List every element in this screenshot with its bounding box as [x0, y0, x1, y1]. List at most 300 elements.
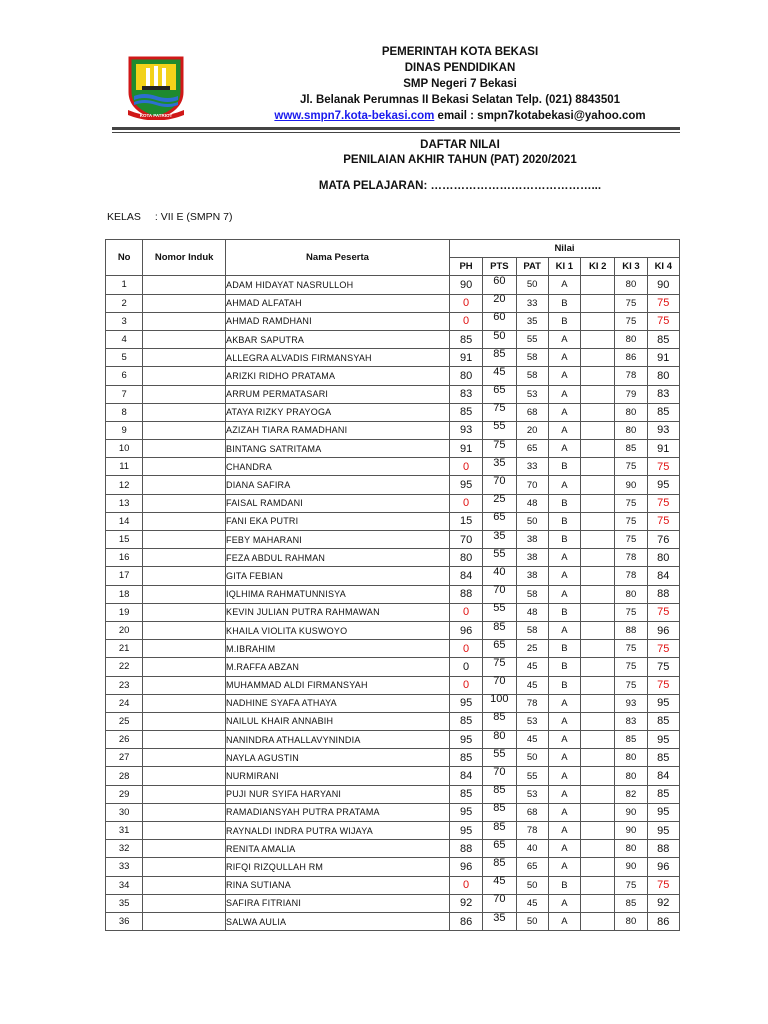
row-ph-score-value: 0 — [463, 660, 470, 673]
table-row — [106, 731, 680, 749]
row-pat-score — [516, 440, 548, 458]
row-nomor-induk — [143, 658, 226, 676]
row-pts-score — [483, 476, 516, 494]
row-pat-score — [516, 385, 548, 403]
row-ki1-grade-value: A — [561, 843, 568, 855]
row-ki4-score-value: 92 — [657, 897, 670, 910]
table-row — [106, 803, 680, 821]
row-number-value: 9 — [121, 424, 127, 436]
row-number-value: 27 — [118, 752, 130, 764]
row-ki1-grade-value: A — [561, 788, 568, 800]
row-ki1-grade-value: B — [561, 879, 568, 891]
row-student-name — [226, 640, 450, 658]
header-address: Jl. Belanak Perumnas II Bekasi Selatan Telp. (021) 8843501 — [299, 94, 621, 106]
row-ph-score-value: 85 — [459, 333, 473, 346]
subject-line: MATA PELAJARAN: ……………………………………... — [318, 180, 602, 192]
row-pat-score — [516, 349, 548, 367]
row-ph-score — [449, 803, 482, 821]
row-pts-score-value: 55 — [493, 420, 506, 433]
row-student-name-value: ARRUM PERMATASARI — [226, 389, 329, 400]
row-student-name-value: AHMAD ALFATAH — [226, 298, 302, 309]
row-pts-score — [483, 640, 516, 658]
row-pat-score — [516, 531, 548, 549]
row-ki3-score — [615, 458, 647, 476]
row-ki4-score-value: 75 — [657, 515, 670, 528]
row-ki1-grade-value: B — [561, 297, 568, 309]
row-student-name — [226, 694, 450, 712]
row-pts-score-value: 85 — [493, 711, 506, 724]
row-student-name-value: CHANDRA — [226, 461, 272, 472]
table-row — [106, 694, 680, 712]
row-ki4-score-value: 96 — [657, 624, 670, 637]
header-ki2: KI 2 — [581, 258, 615, 276]
row-pts-score-value: 75 — [493, 402, 506, 415]
header-no: No — [106, 240, 143, 276]
row-pat-score-value: 33 — [526, 297, 538, 309]
row-nomor-induk — [143, 858, 226, 876]
row-ki3-score-value: 90 — [625, 825, 637, 837]
row-ph-score-value: 88 — [459, 588, 473, 601]
row-ki1-grade — [548, 403, 580, 421]
row-number — [106, 567, 143, 585]
row-pat-score — [516, 749, 548, 767]
row-pat-score-value: 78 — [526, 825, 538, 837]
row-number-value: 1 — [121, 279, 127, 291]
row-ki3-score — [615, 803, 647, 821]
row-pts-score-value: 40 — [493, 565, 506, 578]
row-ph-score — [449, 858, 482, 876]
row-ki4-score — [647, 749, 679, 767]
row-ki1-grade-value: B — [561, 679, 568, 691]
row-ki4-score-value: 85 — [657, 406, 670, 419]
row-ki1-grade-value: A — [561, 570, 568, 582]
row-ki2-grade — [581, 276, 615, 294]
row-ph-score — [449, 658, 482, 676]
row-ki2-grade — [581, 512, 615, 530]
row-ph-score-value: 93 — [459, 424, 473, 437]
row-student-name — [226, 330, 450, 348]
row-ki4-score-value: 96 — [657, 860, 670, 873]
row-number-value: 2 — [121, 297, 127, 309]
row-ki1-grade-value: B — [561, 515, 568, 527]
row-ki2-grade — [581, 767, 615, 785]
row-pat-score — [516, 785, 548, 803]
row-pat-score-value: 50 — [526, 752, 538, 764]
row-ph-score-value: 96 — [459, 624, 473, 637]
row-nomor-induk — [143, 367, 226, 385]
row-number — [106, 531, 143, 549]
row-ph-score-value: 91 — [459, 351, 473, 364]
row-ki4-score — [647, 803, 679, 821]
row-ki3-score — [615, 512, 647, 530]
class-line — [107, 211, 232, 223]
row-number-value: 5 — [121, 352, 127, 364]
row-nomor-induk — [143, 567, 226, 585]
row-number-value: 16 — [118, 552, 130, 564]
row-ki3-score-value: 75 — [625, 515, 637, 527]
row-pat-score-value: 78 — [526, 697, 538, 709]
row-number-value: 23 — [118, 679, 130, 691]
row-pts-score — [483, 803, 516, 821]
row-ki3-score-value: 80 — [625, 843, 637, 855]
row-ki2-grade — [581, 367, 615, 385]
row-nomor-induk — [143, 621, 226, 639]
row-student-name — [226, 876, 450, 894]
row-pat-score — [516, 276, 548, 294]
row-pts-score — [483, 512, 516, 530]
row-nomor-induk — [143, 876, 226, 894]
row-number — [106, 312, 143, 330]
row-student-name — [226, 312, 450, 330]
row-ki4-score-value: 83 — [657, 388, 670, 401]
row-ki1-grade-value: A — [561, 752, 568, 764]
row-ki1-grade-value: A — [561, 479, 568, 491]
row-pts-score-value: 45 — [493, 875, 506, 888]
row-ki3-score-value: 75 — [625, 661, 637, 673]
row-pat-score-value: 48 — [526, 497, 538, 509]
row-ki4-score — [647, 276, 679, 294]
row-number — [106, 276, 143, 294]
row-pat-score — [516, 312, 548, 330]
row-student-name — [226, 531, 450, 549]
row-ph-score — [449, 549, 482, 567]
row-ki4-score — [647, 294, 679, 312]
row-pts-score — [483, 676, 516, 694]
row-nomor-induk — [143, 749, 226, 767]
row-ki4-score-value: 76 — [657, 533, 670, 546]
row-ki1-grade-value: A — [561, 370, 568, 382]
row-ki1-grade — [548, 894, 580, 912]
row-ki2-grade — [581, 822, 615, 840]
row-pat-score-value: 53 — [526, 715, 538, 727]
row-ki3-score — [615, 676, 647, 694]
row-student-name — [226, 803, 450, 821]
row-ki3-score-value: 75 — [625, 679, 637, 691]
row-pts-score — [483, 531, 516, 549]
row-number-value: 17 — [118, 570, 130, 582]
row-ki4-score-value: 91 — [657, 442, 670, 455]
row-student-name-value: DIANA SAFIRA — [226, 480, 291, 491]
row-ki2-grade — [581, 712, 615, 730]
row-ki3-score-value: 80 — [625, 588, 637, 600]
row-pts-score-value: 55 — [493, 547, 506, 560]
row-pat-score-value: 70 — [526, 479, 538, 491]
row-ki4-score-value: 84 — [657, 770, 670, 783]
row-pat-score — [516, 330, 548, 348]
row-nomor-induk — [143, 531, 226, 549]
row-ki3-score — [615, 894, 647, 912]
row-number-value: 30 — [118, 806, 130, 818]
row-student-name-value: PUJI NUR SYIFA HARYANI — [226, 789, 342, 800]
row-pat-score — [516, 822, 548, 840]
row-student-name-value: NANINDRA ATHALLAVYNINDIA — [226, 734, 361, 745]
table-row — [106, 676, 680, 694]
row-nomor-induk — [143, 421, 226, 439]
header-ph: PH — [449, 258, 482, 276]
row-pts-score — [483, 367, 516, 385]
row-ph-score-value: 0 — [463, 606, 470, 619]
table-row — [106, 367, 680, 385]
row-pat-score — [516, 803, 548, 821]
row-ki4-score — [647, 440, 679, 458]
row-ph-score — [449, 494, 482, 512]
table-row — [106, 312, 680, 330]
row-ki1-grade-value: B — [561, 661, 568, 673]
row-pts-score-value: 35 — [493, 529, 506, 542]
row-pts-score — [483, 767, 516, 785]
row-pts-score — [483, 440, 516, 458]
table-row — [106, 421, 680, 439]
row-student-name — [226, 858, 450, 876]
row-pts-score — [483, 712, 516, 730]
row-pat-score-value: 35 — [526, 315, 538, 327]
row-student-name — [226, 421, 450, 439]
row-ki3-score-value: 93 — [625, 697, 637, 709]
row-pat-score — [516, 912, 548, 930]
table-row — [106, 330, 680, 348]
row-ki3-score — [615, 712, 647, 730]
row-nomor-induk — [143, 640, 226, 658]
row-pat-score-value: 58 — [526, 625, 538, 637]
row-pts-score-value: 85 — [493, 802, 506, 815]
row-ki1-grade-value: A — [561, 406, 568, 418]
row-ph-score-value: 83 — [459, 388, 473, 401]
row-student-name-value: SALWA AULIA — [226, 916, 287, 927]
row-ki3-score — [615, 494, 647, 512]
row-ph-score — [449, 712, 482, 730]
table-row — [106, 658, 680, 676]
row-ph-score — [449, 694, 482, 712]
row-ki1-grade-value: B — [561, 315, 568, 327]
row-ki4-score-value: 95 — [657, 697, 670, 710]
row-pat-score-value: 65 — [526, 443, 538, 455]
row-ph-score-value: 0 — [463, 679, 470, 692]
row-ki4-score — [647, 621, 679, 639]
row-pts-score-value: 60 — [493, 311, 506, 324]
row-pts-score-value: 20 — [493, 293, 506, 306]
row-ki2-grade — [581, 421, 615, 439]
row-ki3-score — [615, 876, 647, 894]
row-number — [106, 403, 143, 421]
row-nomor-induk — [143, 330, 226, 348]
row-ki3-score-value: 80 — [625, 770, 637, 782]
row-ki1-grade-value: A — [561, 334, 568, 346]
row-ki1-grade-value: A — [561, 588, 568, 600]
table-row — [106, 276, 680, 294]
row-number-value: 20 — [118, 625, 130, 637]
row-pts-score-value: 65 — [493, 384, 506, 397]
row-pts-score — [483, 385, 516, 403]
table-row — [106, 549, 680, 567]
header-government: PEMERINTAH KOTA BEKASI — [381, 46, 539, 58]
table-row — [106, 494, 680, 512]
row-pts-score-value: 85 — [493, 856, 506, 869]
row-ki1-grade-value: A — [561, 861, 568, 873]
row-ki1-grade — [548, 349, 580, 367]
table-row — [106, 785, 680, 803]
row-pat-score — [516, 603, 548, 621]
row-pts-score-value: 55 — [493, 602, 506, 615]
row-student-name-value: SAFIRA FITRIANI — [226, 898, 302, 909]
row-ki1-grade — [548, 512, 580, 530]
row-number — [106, 621, 143, 639]
row-ki1-grade-value: A — [561, 388, 568, 400]
row-ki1-grade — [548, 767, 580, 785]
row-student-name-value: RIFQI RIZQULLAH RM — [226, 861, 324, 872]
row-ki2-grade — [581, 749, 615, 767]
row-ki3-score-value: 82 — [625, 788, 637, 800]
row-ki4-score-value: 84 — [657, 569, 670, 582]
table-row — [106, 822, 680, 840]
row-ki3-score-value: 88 — [625, 625, 637, 637]
row-student-name-value: AZIZAH TIARA RAMADHANI — [226, 425, 348, 436]
row-pat-score — [516, 476, 548, 494]
row-student-name — [226, 440, 450, 458]
row-ph-score-value: 85 — [459, 715, 473, 728]
row-ph-score-value: 0 — [463, 497, 470, 510]
row-ki4-score — [647, 585, 679, 603]
row-ki3-score-value: 80 — [625, 424, 637, 436]
row-ki1-grade-value: B — [561, 643, 568, 655]
row-ki3-score-value: 85 — [625, 897, 637, 909]
row-nomor-induk — [143, 694, 226, 712]
row-ki1-grade-value: A — [561, 279, 568, 291]
row-ph-score-value: 95 — [459, 697, 473, 710]
row-pts-score — [483, 658, 516, 676]
row-ki1-grade — [548, 694, 580, 712]
row-ki2-grade — [581, 840, 615, 858]
row-ki3-score — [615, 840, 647, 858]
row-ph-score — [449, 512, 482, 530]
row-ki4-score — [647, 767, 679, 785]
row-ki3-score-value: 90 — [625, 806, 637, 818]
row-student-name-value: RENITA AMALIA — [226, 843, 296, 854]
row-student-name-value: FEBY MAHARANI — [226, 534, 302, 545]
row-ki4-score — [647, 458, 679, 476]
header-ki4: KI 4 — [647, 258, 679, 276]
header-nilai: Nilai — [449, 240, 679, 258]
row-student-name — [226, 676, 450, 694]
row-number-value: 33 — [118, 861, 130, 873]
row-student-name-value: GITA FEBIAN — [226, 570, 284, 581]
row-pat-score-value: 38 — [526, 570, 538, 582]
row-number-value: 32 — [118, 843, 130, 855]
row-nomor-induk — [143, 403, 226, 421]
row-pat-score-value: 48 — [526, 606, 538, 618]
row-ph-score — [449, 458, 482, 476]
row-ki1-grade — [548, 476, 580, 494]
row-ph-score — [449, 912, 482, 930]
row-ph-score-value: 96 — [459, 860, 473, 873]
row-ki3-score-value: 90 — [625, 861, 637, 873]
row-ki4-score — [647, 676, 679, 694]
row-pat-score — [516, 403, 548, 421]
row-ki3-score — [615, 640, 647, 658]
table-row — [106, 894, 680, 912]
row-ph-score — [449, 621, 482, 639]
row-number-value: 3 — [121, 315, 127, 327]
row-student-name — [226, 749, 450, 767]
row-ki2-grade — [581, 440, 615, 458]
row-ki3-score-value: 75 — [625, 606, 637, 618]
table-row — [106, 294, 680, 312]
row-ph-score — [449, 603, 482, 621]
row-ph-score-value: 95 — [459, 479, 473, 492]
table-row — [106, 858, 680, 876]
row-number — [106, 894, 143, 912]
row-ki2-grade — [581, 567, 615, 585]
row-ki4-score — [647, 731, 679, 749]
row-ki1-grade — [548, 440, 580, 458]
row-ki2-grade — [581, 385, 615, 403]
row-ki4-score-value: 95 — [657, 733, 670, 746]
row-ki1-grade-value: A — [561, 825, 568, 837]
row-ki1-grade — [548, 840, 580, 858]
row-number-value: 31 — [118, 825, 130, 837]
logo-text: KOTA PATRIOT — [139, 113, 173, 118]
row-ki4-score — [647, 312, 679, 330]
row-ki3-score — [615, 330, 647, 348]
row-pat-score-value: 55 — [526, 334, 538, 346]
row-ki2-grade — [581, 549, 615, 567]
row-ph-score — [449, 876, 482, 894]
row-ki4-score — [647, 494, 679, 512]
row-ki2-grade — [581, 531, 615, 549]
row-student-name-value: NAILUL KHAIR ANNABIH — [226, 716, 334, 727]
row-student-name — [226, 294, 450, 312]
row-nomor-induk — [143, 676, 226, 694]
class-label: KELAS — [107, 211, 141, 223]
row-nomor-induk — [143, 440, 226, 458]
row-ki4-score-value: 85 — [657, 751, 670, 764]
row-pat-score-value: 53 — [526, 788, 538, 800]
row-ki2-grade — [581, 640, 615, 658]
row-pts-score-value: 50 — [493, 329, 506, 342]
row-ki2-grade — [581, 476, 615, 494]
row-ki4-score-value: 85 — [657, 788, 670, 801]
header-ki3: KI 3 — [615, 258, 647, 276]
row-ph-score — [449, 676, 482, 694]
row-ph-score — [449, 367, 482, 385]
row-ki4-score — [647, 822, 679, 840]
row-ki1-grade — [548, 658, 580, 676]
row-pat-score — [516, 567, 548, 585]
row-ki4-score — [647, 640, 679, 658]
row-number-value: 14 — [118, 515, 130, 527]
row-nomor-induk — [143, 785, 226, 803]
row-pts-score — [483, 312, 516, 330]
row-pts-score — [483, 876, 516, 894]
row-pat-score — [516, 894, 548, 912]
row-ki4-score-value: 75 — [657, 606, 670, 619]
row-number-value: 15 — [118, 534, 130, 546]
row-nomor-induk — [143, 294, 226, 312]
row-student-name-value: NADHINE SYAFA ATHAYA — [226, 698, 337, 709]
row-pts-score — [483, 403, 516, 421]
row-student-name — [226, 476, 450, 494]
row-student-name-value: M.RAFFA ABZAN — [226, 661, 300, 672]
row-student-name-value: FEZA ABDUL RAHMAN — [226, 552, 326, 563]
website-link[interactable]: www.smpn7.kota-bekasi.com — [274, 110, 435, 122]
row-ki4-score — [647, 858, 679, 876]
row-pts-score — [483, 276, 516, 294]
row-ki1-grade — [548, 421, 580, 439]
row-pat-score-value: 68 — [526, 806, 538, 818]
row-ki4-score-value: 95 — [657, 479, 670, 492]
row-student-name-value: BINTANG SATRITAMA — [226, 443, 322, 454]
row-ki1-grade — [548, 621, 580, 639]
row-student-name — [226, 822, 450, 840]
